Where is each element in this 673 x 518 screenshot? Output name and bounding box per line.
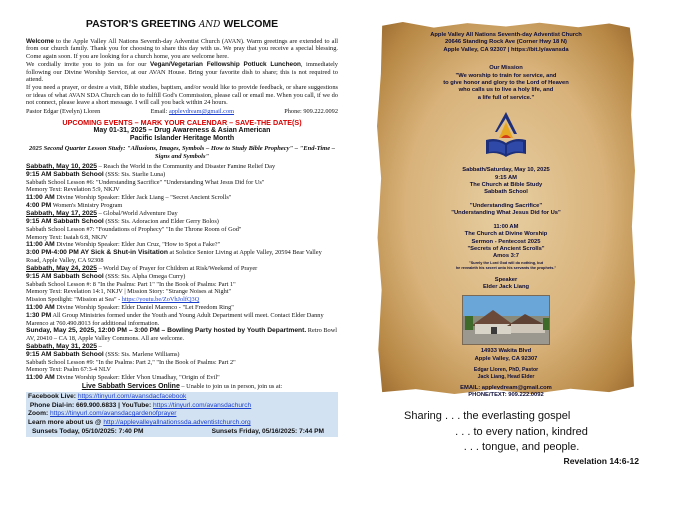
event-date: Sabbath, May 31, 2025 bbox=[26, 342, 97, 350]
event-item bbox=[26, 186, 338, 194]
sabbath-school-time: 9:15 AM bbox=[494, 174, 517, 181]
event-item bbox=[26, 265, 338, 273]
event-time: Sunday, May 25, 2025, 12:00 PM – 3:00 PM – Bowling Party hosted by Youth Department. bbox=[26, 327, 307, 335]
event-text: Divine Worship Speaker: Elder Vhon Umadhay, "Origin of Evil" bbox=[54, 373, 220, 381]
event-item bbox=[26, 304, 338, 312]
pastor-email-link[interactable]: applevdream@gmail.com bbox=[168, 107, 235, 115]
event-text: (SSS: Sis. Starlie Luna) bbox=[103, 170, 166, 178]
event-time: 9:15 AM Sabbath School bbox=[26, 170, 104, 178]
event-time: 9:15 AM Sabbath School bbox=[26, 350, 104, 358]
event-item bbox=[26, 194, 338, 202]
event-date: Sabbath, May 24, 2025 bbox=[26, 264, 97, 272]
event-item bbox=[26, 281, 338, 289]
phone-youtube-row: Phone Dial-in: 669.900.6833 | YouTube: https://tinyurl.com/avansdachurch bbox=[29, 401, 252, 409]
church-building-photo bbox=[462, 295, 550, 345]
event-text: Memory Text: Revelation 5:9, NKJV bbox=[26, 186, 120, 194]
event-item bbox=[26, 288, 338, 296]
potluck-paragraph: We cordially invite you to join us for our Vegan/Vegetarian Fellowship Potluck Luncheon, immediately following our Divine Worship Service, at our AVAN House. Bring your favorite dish to share; this is not required to attend. bbox=[26, 60, 338, 84]
event-text: Women's Ministry Program bbox=[51, 202, 123, 210]
scripture-reference: Amos 3:7 bbox=[492, 253, 520, 260]
sunset-row: Sunsets Today, 05/10/2025: 7:40 PM Sunsets Friday, 05/16/2025: 7:44 PM bbox=[32, 427, 324, 435]
event-text: – bbox=[97, 342, 102, 350]
event-time: 4:00 PM bbox=[26, 202, 52, 210]
event-date: Sabbath, May 10, 2025 bbox=[26, 162, 97, 170]
event-time: 1:30 PM bbox=[26, 311, 52, 319]
speaker-name: Elder Jack Liang bbox=[482, 283, 530, 290]
event-item bbox=[26, 273, 338, 281]
website-link[interactable]: http://applevalleyallnationssda.adventistchurch.org bbox=[103, 419, 251, 426]
event-item bbox=[26, 351, 338, 359]
and-script: AND bbox=[198, 20, 221, 30]
event-text: (SSS: Sis. Alpha Omega Curry) bbox=[103, 272, 186, 280]
event-text: (SSS: Sis. Adoracion and Elder Gerry Bolos) bbox=[103, 218, 219, 226]
quarter-lesson-study: 2025 Second Quarter Lesson Study: "Allusions, Images, Symbols – How to Study Bible Prophecy" – "End-Time – Signs and Symbols" bbox=[29, 145, 335, 161]
event-item bbox=[26, 327, 338, 343]
service-date: Sabbath/Saturday, May 10, 2025 bbox=[462, 167, 550, 174]
zoom-link[interactable]: https://tinyurl.com/avansdacgardenofprayer bbox=[49, 410, 177, 418]
church-header: Apple Valley All Nations Seventh-day Adventist Church 20646 Standing Rock Ave (Corner Hwy 18 N) Apple Valley, CA 92307 | https://bit.ly/avansda bbox=[430, 32, 582, 53]
event-item bbox=[26, 366, 338, 374]
event-time: 11:00 AM bbox=[26, 373, 55, 381]
verse-reference: Revelation 14:6-12 bbox=[563, 455, 639, 466]
event-item bbox=[26, 249, 338, 265]
event-text: Mission Spotlight: "Mission at Sea" - bbox=[26, 296, 122, 303]
leadership: Edgar Lloren, PhD, Pastor Jack Liang, Head Elder bbox=[473, 367, 539, 380]
event-item bbox=[26, 179, 338, 187]
event-text: Retro Bowl AV, 20410 – CA 18, Apple Valley Commons. All are welcome. bbox=[26, 327, 338, 343]
event-item bbox=[26, 374, 338, 382]
event-time: 11:00 AM bbox=[26, 194, 55, 202]
second-address: 14933 Wakita Blvd Apple Valley, CA 92307 bbox=[474, 348, 538, 362]
event-text: Divine Worship Speaker: Elder Daniel Marenco - "Let Freedom Ring" bbox=[54, 303, 234, 311]
event-time: 9:15 AM Sabbath School bbox=[26, 272, 104, 280]
event-time: 11:00 AM bbox=[26, 241, 55, 249]
event-text: – World Day of Prayer for Children at Risk/Weekend of Prayer bbox=[97, 264, 258, 272]
month-observance: May 01-31, 2025 – Drug Awareness & Asian American Pacific Islander Heritage Month bbox=[93, 127, 271, 143]
event-item bbox=[26, 163, 338, 171]
mission-title: Our Mission bbox=[489, 65, 523, 72]
event-text: – Global/World Adventure Day bbox=[97, 210, 178, 218]
events-header: UPCOMING EVENTS – MARK YOUR CALENDAR – SAVE-THE DATE(S) bbox=[62, 117, 302, 127]
online-info-box bbox=[26, 392, 338, 437]
event-date: Sabbath, May 17, 2025 bbox=[26, 210, 97, 218]
facebook-row: Facebook Live: https://tinyurl.com/avansdacfacebook bbox=[28, 393, 187, 401]
event-item bbox=[26, 171, 338, 179]
event-item bbox=[26, 210, 338, 218]
contact-info: EMAIL: applevdream@gmail.com PHONE/TEXT: 909.222.0092 bbox=[460, 384, 552, 398]
church-logo-icon bbox=[483, 110, 529, 160]
event-text: Divine Worship Speaker: Elder Jun Cruz, "How to Spot a Fake?" bbox=[54, 241, 221, 249]
worship-time: 11:00 AM bbox=[493, 223, 519, 230]
event-text: (SSS: Sis. Marlene Williams) bbox=[103, 350, 180, 358]
event-time: 11:00 AM bbox=[26, 303, 55, 311]
event-text: Memory Text: Isaiah 6:8, NKJV bbox=[26, 233, 108, 241]
mission-video-link[interactable]: https://youtu.be/ZoVhJolfQ3Q bbox=[121, 296, 200, 303]
youtube-link[interactable]: https://tinyurl.com/avansdachurch bbox=[153, 401, 252, 409]
event-list bbox=[26, 163, 338, 382]
bulletin-left-page bbox=[26, 18, 338, 437]
learn-row: Learn more about us @ http://applevalleyallnationssda.adventistchurch.org bbox=[28, 419, 251, 426]
event-item bbox=[26, 312, 338, 328]
event-text: Divine Worship Speaker: Elder Jack Liang – "Secret Ancient Scrolls" bbox=[54, 194, 232, 202]
mission-statement: "We worship to train for service, and to give honor and glory to the Lord of Heaven who calls us to live a holy life, and a life full of service." bbox=[443, 72, 569, 101]
event-text: at Solstice Senior Living at Apple Valley, 20594 Bear Valley Road, Apple Valley, CA 92308 bbox=[26, 249, 322, 265]
event-text: Sabbath School Lesson #9: "In the Psalms: Part 2," "In the Book of Psalms: Part 2" bbox=[26, 358, 236, 366]
zoom-row: Zoom: https://tinyurl.com/avansdacgardenofprayer bbox=[28, 410, 177, 418]
speaker-label: Speaker bbox=[494, 276, 518, 283]
event-item bbox=[26, 234, 338, 242]
facebook-link[interactable]: https://tinyurl.com/avansdacfacebook bbox=[77, 393, 187, 401]
page-title: PASTOR'S GREETING AND WELCOME bbox=[85, 18, 279, 30]
scroll-content: Apple Valley All Nations Seventh-day Adventist Church 20646 Standing Rock Ave (Corner Hwy 18 N) Apple Valley, CA 92307 | https://bit.ly/avansda Our Mission "We worship to train for service, and to give honor and glory to the Lord of Heaven who calls us to live a holy life, and a life full of service." Sabbath/Saturday, May 10, 2025 9:15 AM The Church at Bible Study Sabbath School "Understanding Sacrifice" "Understanding What Jesus Did for Us" 11:00 AM The Church at Divine Worship Sermon - Pentecost 2025 "Secrets of Ancient Scrolls" Amos 3:7 "Surely the Lord God will do nothing, but he revealeth his secret unto his servants the prophets." Speaker Elder Jack Liang 14933 Wakita Blvd Apple Valley, CA 92307 Edgar Lloren, PhD, Pastor Jack Liang, Head Elder EMAIL: applevdream@gmail.com PHONE/TEXT: 909.222.0092 bbox=[377, 22, 635, 399]
pastor-signature: Pastor Edgar (Evelyn) Lloren Email: applevdream@gmail.com Phone: 909.222.0092 bbox=[26, 107, 338, 115]
event-item bbox=[26, 359, 338, 367]
event-item bbox=[26, 226, 338, 234]
event-item bbox=[26, 343, 338, 351]
event-item bbox=[26, 218, 338, 226]
event-text: Sabbath School Lesson #7: "Foundations of Prophecy" "In the Throne Room of God" bbox=[26, 226, 242, 234]
event-text: Sabbath School Lesson #: 8 "In the Psalms: Part 1" "In the Book of Psalms: Part 1" bbox=[26, 280, 236, 288]
event-text: Sabbath School Lesson #6: "Understanding Sacrifice" "Understanding What Jesus Did for Us" bbox=[26, 178, 265, 186]
event-item bbox=[26, 296, 338, 304]
sermon-title: "Secrets of Ancient Scrolls" bbox=[467, 245, 545, 252]
event-text: – Reach the World in the Community and Disaster Famine Relief Day bbox=[97, 162, 276, 170]
scripture-quote: "Surely the Lord God will do nothing, but he revealeth his secret unto his servants the prophets." bbox=[455, 260, 557, 270]
event-text: Memory Text: Revelation 14:1, NKJV | Mission Story: "Strange Noises at Night" bbox=[26, 288, 232, 296]
event-time: 3:00 PM-4:00 PM AY Sick & Shut-in Visitation bbox=[26, 249, 168, 257]
sharing-verse: Sharing . . . the everlasting gospel . . . to every nation, kindred . . . tongue, and people. Revelation 14:6-12 bbox=[404, 410, 639, 466]
event-item bbox=[26, 202, 338, 210]
event-time: 9:15 AM Sabbath School bbox=[26, 218, 104, 226]
online-services-title: Live Sabbath Services Online – Unable to join us in person, join us at: bbox=[81, 382, 283, 390]
event-text: Memory Text: Psalm 67:3-4 NLV bbox=[26, 366, 111, 374]
prayer-paragraph: If you need a prayer, or desire a visit, Bible studies, baptism, and/or would like to provide feedback, or share suggestions or ideas of what AVAN SDA Church can do to fulfill God's Commission, please call or email me. When you call, if we do not connect, please leave a short message. I will call you back within 24 hours. bbox=[26, 83, 338, 107]
welcome-paragraph: Welcome to the Apple Valley All Nations Seventh-day Adventist Church (AVAN). Warm greetings are extended to all from our church family. Thank you for choosing to share this day with us. We pray that you receive a special blessing. Come again soon. If you are looking for a church home, you are welcome here. bbox=[26, 37, 338, 61]
lesson-title: "Understanding Sacrifice" "Understanding What Jesus Did for Us" bbox=[451, 202, 561, 217]
event-item bbox=[26, 241, 338, 249]
event-text: All Group Ministries formed under the Youth and Young Adult Department will meet. Contact Elder Danny Marenco at 760.490.8013 for additional information. bbox=[26, 311, 324, 327]
